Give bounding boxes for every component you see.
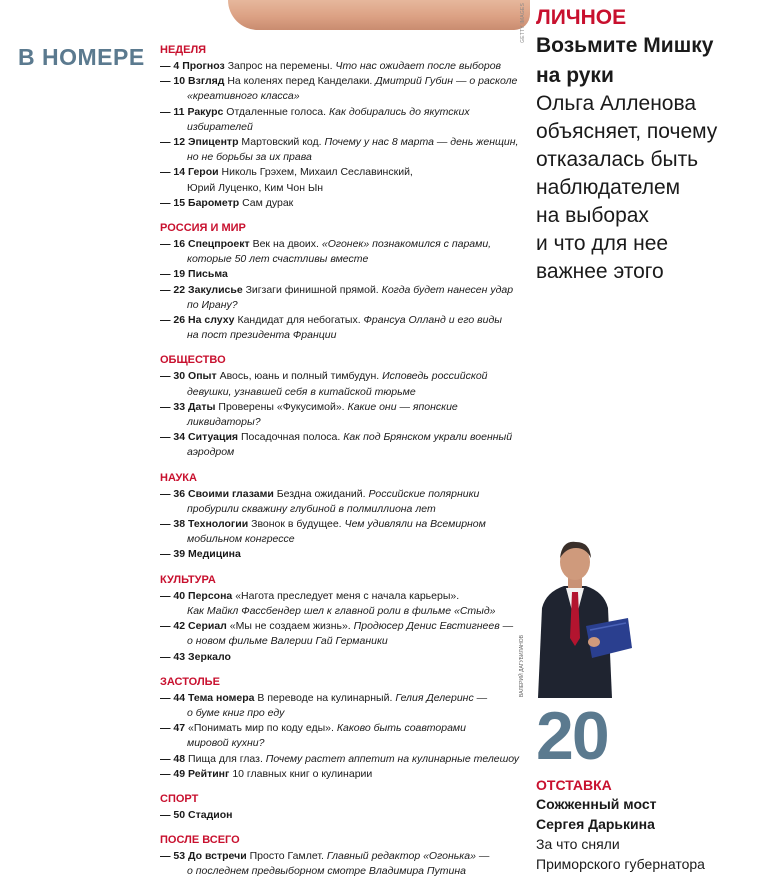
toc-entry[interactable] — [160, 547, 530, 562]
toc-rubric: Зеркало — [188, 650, 231, 663]
toc-subhead: Главный редактор «Огонька» — — [326, 850, 490, 863]
toc-entry-line — [160, 691, 530, 706]
toc-entry-continuation: аэродром — [187, 446, 235, 459]
feature-description-line: объясняет, почему — [536, 120, 718, 143]
toc-headline: Отдаленные голоса. — [226, 105, 327, 118]
toc-page-number: — 48 — [160, 752, 186, 765]
toc-entry[interactable] — [160, 74, 530, 104]
toc-page-number: — 26 — [160, 314, 186, 327]
toc-entry[interactable] — [160, 691, 530, 721]
toc-entry-line — [160, 619, 530, 634]
toc-page-number: — 38 — [160, 518, 186, 531]
portrait-photo — [516, 530, 634, 698]
toc-section-title: НАУКА — [160, 471, 197, 484]
toc-section-title: ПОСЛЕ ВСЕГО — [160, 834, 240, 847]
toc-headline: 10 главных книг о кулинарии — [232, 767, 373, 780]
toc-rubric: Эпицентр — [188, 136, 239, 149]
toc-page-number: — 43 — [160, 650, 186, 663]
photo-credit: ВАЛЕРИЙ ДАГУБИЛАНОВ — [519, 635, 525, 698]
toc-section-title: НЕДЕЛЯ — [160, 44, 207, 56]
feature-section-label: ЛИЧНОЕ — [536, 6, 627, 29]
feature-headline-line: на руки — [536, 64, 614, 87]
toc-entry-continuation: пробурили скважину глубиной в полмиллиона лет — [187, 502, 436, 515]
toc-entry-continuation: мобильном конгрессе — [187, 533, 295, 546]
feature-section-label: ОТСТАВКА — [536, 777, 612, 793]
toc-entry[interactable] — [160, 752, 530, 767]
feature-description-line: важнее этого — [536, 260, 664, 283]
toc-page-number: — 53 — [160, 850, 186, 863]
toc-entry-line — [160, 267, 530, 282]
toc-subhead: Чем удивляли на Всемирном — [344, 518, 486, 531]
toc-rubric: Даты — [188, 400, 216, 413]
toc-entry-line — [160, 369, 530, 384]
toc-subhead: Франсуа Олланд и его виды — [363, 314, 502, 327]
toc-entry-line — [160, 105, 530, 120]
toc-entry[interactable] — [160, 619, 530, 649]
toc-subhead: «Огонек» познакомился с парами, — [321, 238, 492, 251]
toc-entry[interactable] — [160, 105, 530, 135]
toc-entry[interactable] — [160, 849, 530, 879]
toc-subhead: Почему у нас 8 марта — день женщин, — [324, 136, 519, 149]
toc-page-number: — 50 — [160, 808, 186, 821]
toc-entry-line — [160, 849, 530, 864]
toc-headline: Николь Грэхем, Михаил Сеславинский, — [221, 166, 413, 179]
toc-headline: Мартовский код. — [241, 136, 322, 149]
feature-headline-line: Сожженный мост — [536, 796, 657, 812]
toc-headline: «Нагота преследует меня с начала карьеры». — [235, 589, 460, 602]
toc-page-number: — 4 — [160, 60, 180, 72]
toc-rubric: Спецпроект — [188, 238, 250, 251]
toc-entry[interactable] — [160, 237, 530, 267]
toc-headline: Зигзаги финишной прямой. — [245, 283, 379, 296]
toc-headline: «Мы не создаем жизнь». — [229, 620, 351, 633]
toc-entry-line — [160, 650, 530, 665]
toc-entry-continuation: «креативного класса» — [187, 90, 300, 103]
toc-rubric: Тема номера — [188, 691, 255, 704]
toc-entry[interactable] — [160, 267, 530, 282]
toc-entry[interactable] — [160, 283, 530, 313]
toc-section — [160, 222, 530, 343]
toc-section — [160, 472, 530, 563]
toc-rubric: Герои — [188, 166, 219, 179]
toc-entry-line — [160, 283, 530, 298]
toc-entry-continuation: но не борьбы за их права — [187, 151, 312, 164]
toc-headline: Просто Гамлет. — [249, 850, 324, 863]
toc-subhead: Продюсер Денис Евстигнеев — — [353, 620, 514, 633]
toc-headline: Кандидат для небогатых. — [237, 314, 361, 327]
toc-subhead: Российские полярники — [368, 487, 480, 500]
toc-page-number: — 44 — [160, 691, 186, 704]
toc-entry-line — [160, 547, 530, 562]
toc-entry[interactable] — [160, 589, 530, 619]
toc-page-number: — 36 — [160, 487, 186, 500]
toc-entry[interactable] — [160, 313, 530, 343]
feature-description-line: отказалась быть — [536, 148, 699, 171]
toc-section — [160, 834, 530, 879]
feature-description-line: на выборах — [536, 204, 649, 227]
toc-page-number: — 49 — [160, 767, 186, 780]
table-of-contents — [160, 44, 530, 891]
toc-headline: «Понимать мир по коду еды». — [188, 722, 334, 735]
toc-entry-line — [160, 752, 530, 767]
toc-entry[interactable] — [160, 400, 530, 430]
toc-rubric: Стадион — [188, 808, 233, 821]
toc-entry[interactable] — [160, 135, 530, 165]
toc-page-number: — 33 — [160, 400, 186, 413]
toc-rubric: Сериал — [188, 620, 227, 633]
toc-headline: Сам дурак — [242, 196, 294, 209]
toc-entry[interactable] — [160, 767, 530, 782]
feature-lichnoe[interactable] — [536, 6, 771, 286]
toc-subhead: Каково быть соавторами — [336, 722, 466, 735]
toc-page-number: — 12 — [160, 136, 186, 149]
toc-rubric: До встречи — [188, 850, 247, 863]
toc-headline: Посадочная полоса. — [240, 431, 341, 444]
toc-entry-line — [160, 196, 530, 211]
toc-entry-continuation: о буме книг про еду — [187, 706, 285, 719]
toc-headline: Пища для глаз. — [188, 752, 263, 765]
toc-entry-continuation: которые 50 лет счастливы вместе — [187, 253, 369, 266]
toc-headline: Запрос на перемены. — [227, 60, 333, 72]
toc-rubric: Письма — [188, 268, 228, 281]
toc-entry[interactable] — [160, 196, 530, 211]
feature-description-line: и что для нее — [536, 232, 669, 255]
toc-headline: Авось, юань и полный тимбудун. — [219, 370, 380, 383]
hero-photo-crop — [228, 0, 530, 30]
feature-page-number: 20 — [536, 698, 608, 774]
toc-page-number: — 40 — [160, 589, 186, 602]
toc-page-number: — 30 — [160, 370, 186, 383]
toc-entry-continuation: на пост президента Франции — [187, 329, 337, 342]
toc-rubric: Рейтинг — [188, 767, 230, 780]
toc-rubric: Ситуация — [188, 431, 239, 444]
toc-rubric: Медицина — [188, 548, 241, 561]
toc-subhead: Что нас ожидает после выборов — [335, 60, 502, 72]
page-title: В НОМЕРЕ — [18, 44, 145, 70]
toc-section-title: РОССИЯ И МИР — [160, 222, 246, 235]
toc-subhead: Гелия Делеринс — — [395, 691, 488, 704]
toc-rubric: Персона — [188, 589, 233, 602]
toc-page-number: — 14 — [160, 166, 186, 179]
toc-page-number: — 15 — [160, 196, 186, 209]
toc-subhead: Дмитрий Губин — о расколе — [375, 75, 518, 88]
toc-headline: Бездна ожиданий. — [276, 487, 366, 500]
toc-section — [160, 574, 530, 665]
toc-subhead: Какие они — японские — [347, 400, 458, 413]
toc-rubric: Своими глазами — [188, 487, 274, 500]
toc-page-number: — 47 — [160, 722, 186, 735]
toc-entry[interactable] — [160, 430, 530, 460]
toc-page-number: — 16 — [160, 238, 186, 251]
feature-headline-line: Возьмите Мишку — [536, 34, 714, 57]
toc-headline: Век на двоих. — [252, 238, 319, 251]
toc-section — [160, 354, 530, 460]
toc-section — [160, 793, 530, 823]
toc-subhead: Исповедь российской — [382, 370, 488, 383]
toc-rubric: Ракурс — [187, 105, 224, 118]
toc-rubric: Взгляд — [188, 75, 225, 88]
toc-section — [160, 44, 530, 211]
toc-rubric: Барометр — [188, 196, 240, 209]
toc-page-number: — 11 — [160, 105, 185, 118]
toc-entry[interactable] — [160, 721, 530, 751]
toc-rubric: Технологии — [188, 518, 249, 531]
toc-section-title: ЗАСТОЛЬЕ — [160, 675, 220, 688]
toc-entry-continuation: ликвидаторы? — [187, 416, 261, 429]
toc-page-number: — 34 — [160, 431, 186, 444]
toc-rubric: Опыт — [188, 370, 217, 383]
feature-headline-line: Сергея Дарькина — [536, 816, 655, 832]
toc-entry-continuation: по Ирану? — [187, 298, 238, 311]
toc-entry-continuation: избирателей — [187, 120, 253, 133]
toc-entry-line — [160, 589, 530, 604]
toc-entry[interactable] — [160, 59, 530, 74]
toc-entry[interactable] — [160, 487, 530, 517]
toc-entry-line — [160, 313, 530, 328]
toc-headline: В переводе на кулинарный. — [257, 691, 393, 704]
toc-page-number: — 19 — [160, 268, 186, 281]
toc-entry-line — [160, 430, 530, 445]
feature-description-line: Приморского губернатора — [536, 856, 705, 872]
toc-entry-continuation: о последнем предвыборном смотре Владимира Путина — [187, 865, 466, 878]
toc-entry-continuation: Как Майкл Фассбендер шел к главной роли в фильме «Стыд» — [187, 604, 496, 617]
toc-entry-continuation: о новом фильме Валерии Гай Германики — [187, 635, 388, 648]
toc-rubric: На слуху — [188, 314, 235, 327]
toc-section-title: КУЛЬТУРА — [160, 573, 216, 586]
toc-rubric: Закулисье — [188, 283, 243, 296]
toc-headline: Звонок в будущее. — [251, 518, 342, 531]
toc-entry-line — [160, 517, 530, 532]
feature-description-line: Ольга Алленова — [536, 92, 697, 115]
toc-entry[interactable] — [160, 165, 530, 195]
toc-section — [160, 676, 530, 782]
toc-entry-line — [160, 400, 530, 415]
toc-headline: На коленях перед Канделаки. — [227, 75, 373, 88]
toc-subhead: Почему растет аппетит на кулинарные телешоу — [265, 752, 520, 765]
toc-entry-line — [160, 767, 530, 782]
hero-photo-credit: GETTY IMAGES — [520, 3, 526, 43]
toc-entry[interactable] — [160, 517, 530, 547]
toc-entry[interactable] — [160, 650, 530, 665]
toc-section-title: ОБЩЕСТВО — [160, 354, 226, 367]
toc-entry[interactable] — [160, 808, 530, 823]
feature-otstavka[interactable] — [536, 776, 771, 874]
toc-entry[interactable] — [160, 369, 530, 399]
toc-subhead: Как под Брянском украли военный — [343, 431, 513, 444]
toc-page-number: — 39 — [160, 548, 186, 561]
toc-entry-line — [160, 808, 530, 823]
toc-entry-line — [160, 721, 530, 736]
toc-page-number: — 42 — [160, 620, 186, 633]
toc-entry-line — [160, 237, 530, 252]
toc-entry-continuation: Юрий Луценко, Ким Чон Ын — [187, 181, 324, 194]
toc-page-number: — 22 — [160, 283, 186, 296]
toc-section-title: СПОРТ — [160, 792, 199, 805]
toc-subhead: Когда будет нанесен удар — [381, 283, 514, 296]
toc-entry-line — [160, 59, 530, 74]
feature-description-line: наблюдателем — [536, 176, 681, 199]
toc-page-number: — 10 — [160, 75, 186, 88]
toc-entry-line — [160, 135, 530, 150]
toc-entry-continuation: мировой кухни? — [187, 737, 265, 750]
toc-subhead: Как добирались до якутских — [328, 105, 470, 118]
toc-entry-line — [160, 165, 530, 180]
toc-entry-continuation: девушки, узнавшей себя в китайской тюрьме — [187, 385, 416, 398]
feature-description-line: За что сняли — [536, 836, 620, 852]
toc-entry-line — [160, 487, 530, 502]
toc-headline: Проверены «Фукусимой». — [218, 400, 345, 413]
toc-entry-line — [160, 74, 530, 89]
toc-rubric: Прогноз — [182, 60, 225, 72]
